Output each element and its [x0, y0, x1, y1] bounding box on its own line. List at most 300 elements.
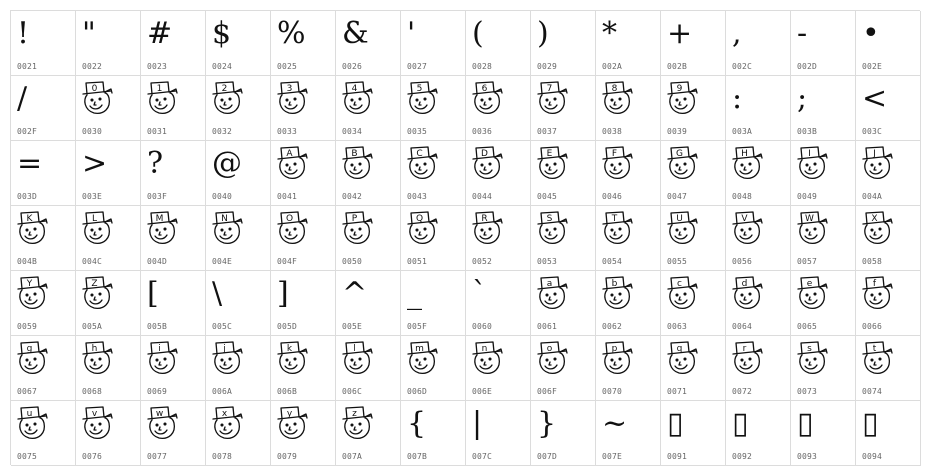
glyph-cell[interactable]	[726, 206, 791, 271]
glyph-cell[interactable]	[856, 141, 921, 206]
glyph-code-label: 004D	[147, 257, 168, 266]
glyph-code-label: 0052	[472, 257, 493, 266]
hat-face-glyph	[666, 340, 700, 376]
glyph-code-label: 0068	[82, 387, 103, 396]
glyph-code-label: 0031	[147, 127, 168, 136]
svg-text:g: g	[26, 344, 33, 354]
glyph-cell[interactable]	[271, 11, 336, 76]
glyph-char: ?	[147, 146, 164, 181]
glyph-char: [	[147, 276, 159, 311]
glyph-code-label: 006D	[407, 387, 428, 396]
hat-face-glyph	[341, 405, 375, 441]
glyph-code-label: 0054	[602, 257, 623, 266]
glyph-code-label: 0048	[732, 192, 753, 201]
glyph-code-label: 0046	[602, 192, 623, 201]
svg-text:G: G	[676, 149, 683, 159]
glyph-code-label: 0038	[602, 127, 623, 136]
hat-face-glyph	[276, 340, 310, 376]
svg-text:X: X	[871, 214, 878, 224]
svg-text:V: V	[741, 214, 748, 224]
glyph-code-label: 004B	[17, 257, 38, 266]
glyph-code-label: 0055	[667, 257, 688, 266]
glyph-cell[interactable]	[76, 76, 141, 141]
glyph-code-label: 0069	[147, 387, 168, 396]
glyph-cell[interactable]	[726, 401, 791, 466]
hat-face-glyph	[146, 80, 180, 116]
glyph-cell[interactable]	[856, 271, 921, 336]
svg-text:k: k	[286, 344, 293, 354]
glyph-code-label: 007B	[407, 452, 428, 461]
glyph-char: )	[537, 16, 549, 51]
glyph-cell[interactable]	[856, 336, 921, 401]
glyph-char: ~	[602, 406, 628, 441]
svg-text:m: m	[415, 344, 424, 354]
glyph-cell[interactable]	[141, 76, 206, 141]
glyph-cell[interactable]	[661, 336, 726, 401]
glyph-cell[interactable]	[466, 206, 531, 271]
hat-face-glyph	[16, 340, 50, 376]
glyph-code-label: 0030	[82, 127, 103, 136]
glyph-cell[interactable]	[856, 11, 921, 76]
glyph-code-label: 0037	[537, 127, 558, 136]
glyph-code-label: 003B	[797, 127, 818, 136]
glyph-char: •	[862, 16, 880, 51]
glyph-cell[interactable]	[661, 206, 726, 271]
glyph-code-label: 006E	[472, 387, 493, 396]
glyph-char: ▯	[797, 406, 814, 441]
svg-text:Y: Y	[26, 279, 33, 289]
glyph-char: !	[17, 16, 30, 51]
glyph-cell[interactable]	[466, 271, 531, 336]
glyph-code-label: 002F	[17, 127, 38, 136]
glyph-code-label: 0051	[407, 257, 428, 266]
glyph-code-label: 0067	[17, 387, 38, 396]
svg-text:F: F	[611, 149, 618, 159]
glyph-cell[interactable]	[661, 141, 726, 206]
glyph-code-label: 0034	[342, 127, 363, 136]
glyph-cell[interactable]	[336, 11, 401, 76]
glyph-char: <	[862, 81, 888, 116]
svg-text:p: p	[611, 344, 618, 354]
glyph-cell[interactable]	[206, 401, 271, 466]
hat-face-glyph	[211, 210, 245, 246]
glyph-cell[interactable]	[531, 336, 596, 401]
glyph-cell[interactable]	[76, 11, 141, 76]
glyph-code-label: 0043	[407, 192, 428, 201]
hat-face-glyph	[16, 405, 50, 441]
glyph-code-label: 004E	[212, 257, 233, 266]
glyph-code-label: 0040	[212, 192, 233, 201]
glyph-code-label: 0036	[472, 127, 493, 136]
glyph-cell[interactable]	[336, 76, 401, 141]
glyph-char: &	[342, 16, 369, 51]
glyph-code-label: 002E	[862, 62, 883, 71]
glyph-code-label: 002A	[602, 62, 623, 71]
glyph-cell[interactable]	[336, 206, 401, 271]
hat-face-glyph	[276, 145, 310, 181]
glyph-cell[interactable]	[271, 141, 336, 206]
glyph-char: /	[17, 81, 28, 116]
svg-text:C: C	[416, 149, 423, 159]
svg-text:A: A	[286, 149, 293, 159]
svg-text:v: v	[91, 409, 98, 419]
svg-text:B: B	[351, 149, 358, 159]
glyph-code-label: 0024	[212, 62, 233, 71]
glyph-cell[interactable]	[531, 206, 596, 271]
glyph-cell[interactable]	[791, 141, 856, 206]
svg-text:U: U	[676, 214, 683, 224]
svg-text:c: c	[677, 279, 682, 289]
hat-face-glyph	[81, 210, 115, 246]
glyph-cell[interactable]	[336, 141, 401, 206]
glyph-code-label: 003D	[17, 192, 38, 201]
hat-face-glyph	[146, 210, 180, 246]
glyph-cell[interactable]	[596, 271, 661, 336]
hat-face-glyph	[731, 340, 765, 376]
glyph-code-label: 0042	[342, 192, 363, 201]
glyph-code-label: 0028	[472, 62, 493, 71]
glyph-cell[interactable]	[466, 76, 531, 141]
glyph-code-label: 006C	[342, 387, 363, 396]
glyph-code-label: 003A	[732, 127, 753, 136]
glyph-char: ▯	[667, 406, 684, 441]
hat-face-glyph	[536, 80, 570, 116]
svg-text:9: 9	[676, 84, 683, 94]
hat-face-glyph	[81, 80, 115, 116]
svg-text:j: j	[223, 344, 226, 354]
hat-face-glyph	[536, 275, 570, 311]
glyph-code-label: 0053	[537, 257, 558, 266]
glyph-cell[interactable]	[11, 11, 76, 76]
glyph-char: >	[82, 146, 108, 181]
glyph-code-label: 0033	[277, 127, 298, 136]
glyph-char: #	[147, 16, 173, 51]
glyph-cell[interactable]	[596, 76, 661, 141]
hat-face-glyph	[341, 210, 375, 246]
glyph-cell[interactable]	[401, 76, 466, 141]
svg-text:M: M	[155, 214, 164, 224]
glyph-cell[interactable]	[76, 141, 141, 206]
glyph-char: }	[537, 406, 557, 441]
hat-face-glyph	[471, 340, 505, 376]
svg-text:6: 6	[481, 84, 488, 94]
glyph-code-label: 002B	[667, 62, 688, 71]
glyph-code-label: 0093	[797, 452, 818, 461]
glyph-char: ^	[342, 276, 368, 311]
glyph-char: ,	[732, 16, 742, 51]
glyph-cell[interactable]	[336, 336, 401, 401]
glyph-cell[interactable]	[271, 76, 336, 141]
svg-text:K: K	[26, 214, 33, 224]
glyph-cell[interactable]	[726, 271, 791, 336]
glyph-code-label: 002C	[732, 62, 753, 71]
glyph-code-label: 0023	[147, 62, 168, 71]
glyph-char: {	[407, 406, 427, 441]
glyph-code-label: 0062	[602, 322, 623, 331]
svg-text:a: a	[546, 279, 553, 289]
glyph-char: -	[797, 16, 808, 51]
glyph-code-label: 0072	[732, 387, 753, 396]
glyph-cell[interactable]	[791, 11, 856, 76]
glyph-code-label: 0079	[277, 452, 298, 461]
glyph-char: `	[472, 276, 487, 311]
glyph-char: (	[472, 16, 484, 51]
glyph-code-label: 004A	[862, 192, 883, 201]
svg-text:4: 4	[351, 84, 358, 94]
glyph-cell[interactable]	[76, 206, 141, 271]
hat-face-glyph	[536, 340, 570, 376]
hat-face-glyph	[601, 340, 635, 376]
glyph-char: *	[602, 16, 617, 51]
glyph-code-label: 0070	[602, 387, 623, 396]
glyph-cell[interactable]	[726, 11, 791, 76]
glyph-code-label: 0039	[667, 127, 688, 136]
svg-text:b: b	[611, 279, 618, 289]
svg-text:e: e	[806, 279, 813, 289]
glyph-cell[interactable]	[401, 141, 466, 206]
hat-face-glyph	[796, 340, 830, 376]
glyph-code-label: 0076	[82, 452, 103, 461]
glyph-cell[interactable]	[141, 401, 206, 466]
svg-text:L: L	[91, 214, 98, 224]
glyph-code-label: 0078	[212, 452, 233, 461]
glyph-cell[interactable]	[791, 271, 856, 336]
glyph-code-label: 0063	[667, 322, 688, 331]
glyph-cell[interactable]	[11, 336, 76, 401]
glyph-code-label: 0091	[667, 452, 688, 461]
glyph-cell[interactable]	[466, 336, 531, 401]
glyph-cell[interactable]	[206, 206, 271, 271]
hat-face-glyph	[861, 275, 895, 311]
glyph-char: $	[212, 16, 232, 51]
hat-face-glyph	[601, 80, 635, 116]
svg-text:n: n	[481, 344, 488, 354]
glyph-code-label: 0029	[537, 62, 558, 71]
glyph-code-label: 005F	[407, 322, 428, 331]
glyph-cell[interactable]	[596, 336, 661, 401]
glyph-cell[interactable]	[271, 336, 336, 401]
glyph-cell[interactable]	[726, 141, 791, 206]
svg-text:x: x	[221, 409, 228, 419]
glyph-cell[interactable]	[206, 11, 271, 76]
glyph-cell[interactable]	[76, 271, 141, 336]
glyph-cell[interactable]	[141, 141, 206, 206]
glyph-cell[interactable]	[401, 206, 466, 271]
glyph-code-label: 0066	[862, 322, 883, 331]
glyph-code-label: 002D	[797, 62, 818, 71]
hat-face-glyph	[861, 145, 895, 181]
glyph-cell[interactable]	[206, 76, 271, 141]
glyph-cell[interactable]	[856, 206, 921, 271]
glyph-cell[interactable]	[141, 271, 206, 336]
glyph-code-label: 004C	[82, 257, 103, 266]
hat-face-glyph	[536, 210, 570, 246]
glyph-cell[interactable]	[11, 141, 76, 206]
glyph-code-label: 007A	[342, 452, 363, 461]
svg-text:7: 7	[546, 84, 553, 94]
glyph-code-label: 006F	[537, 387, 558, 396]
glyph-cell[interactable]	[466, 11, 531, 76]
svg-text:I: I	[808, 149, 811, 159]
svg-text:l: l	[353, 344, 356, 354]
glyph-cell[interactable]	[11, 271, 76, 336]
glyph-code-label: 0021	[17, 62, 38, 71]
glyph-code-label: 005A	[82, 322, 103, 331]
glyph-char: :	[732, 81, 743, 116]
glyph-cell[interactable]	[661, 76, 726, 141]
glyph-code-label: 0035	[407, 127, 428, 136]
glyph-code-label: 0058	[862, 257, 883, 266]
glyph-cell[interactable]	[531, 141, 596, 206]
glyph-code-label: 003F	[147, 192, 168, 201]
svg-text:Z: Z	[91, 279, 98, 289]
glyph-cell[interactable]	[856, 401, 921, 466]
glyph-cell[interactable]	[596, 401, 661, 466]
glyph-cell[interactable]	[791, 76, 856, 141]
glyph-char: ]	[277, 276, 289, 311]
glyph-code-label: 0044	[472, 192, 493, 201]
glyph-cell[interactable]	[466, 141, 531, 206]
glyph-cell[interactable]	[401, 11, 466, 76]
glyph-cell[interactable]	[726, 76, 791, 141]
hat-face-glyph	[861, 340, 895, 376]
glyph-code-label: 005D	[277, 322, 298, 331]
glyph-cell[interactable]	[206, 271, 271, 336]
svg-text:2: 2	[221, 84, 228, 94]
glyph-cell[interactable]	[11, 76, 76, 141]
glyph-cell[interactable]	[206, 336, 271, 401]
glyph-code-label: 0057	[797, 257, 818, 266]
hat-face-glyph	[666, 145, 700, 181]
hat-face-glyph	[341, 340, 375, 376]
glyph-code-label: 0049	[797, 192, 818, 201]
glyph-code-label: 005B	[147, 322, 168, 331]
hat-face-glyph	[211, 405, 245, 441]
svg-text:D: D	[481, 149, 488, 159]
hat-face-glyph	[16, 275, 50, 311]
hat-face-glyph	[471, 80, 505, 116]
glyph-code-label: 007C	[472, 452, 493, 461]
glyph-cell[interactable]	[531, 271, 596, 336]
glyph-char: "	[82, 16, 96, 51]
glyph-cell[interactable]	[596, 141, 661, 206]
svg-text:P: P	[351, 214, 358, 224]
glyph-code-label: 0026	[342, 62, 363, 71]
svg-text:N: N	[221, 214, 228, 224]
glyph-code-label: 0041	[277, 192, 298, 201]
glyph-cell[interactable]	[401, 271, 466, 336]
glyph-cell[interactable]	[661, 401, 726, 466]
glyph-cell[interactable]	[596, 11, 661, 76]
svg-text:d: d	[741, 279, 748, 289]
glyph-cell[interactable]	[271, 401, 336, 466]
glyph-cell[interactable]	[856, 76, 921, 141]
glyph-code-label: 0047	[667, 192, 688, 201]
glyph-code-label: 0074	[862, 387, 883, 396]
glyph-code-label: 0071	[667, 387, 688, 396]
glyph-code-label: 006B	[277, 387, 298, 396]
glyph-cell[interactable]	[11, 401, 76, 466]
glyph-cell[interactable]	[531, 401, 596, 466]
svg-text:H: H	[741, 149, 748, 159]
glyph-code-label: 0032	[212, 127, 233, 136]
svg-text:f: f	[872, 279, 877, 289]
glyph-cell[interactable]	[466, 401, 531, 466]
glyph-cell[interactable]	[791, 336, 856, 401]
glyph-cell[interactable]	[531, 11, 596, 76]
glyph-cell[interactable]	[791, 401, 856, 466]
glyph-cell[interactable]	[336, 401, 401, 466]
svg-text:E: E	[546, 149, 553, 159]
glyph-cell[interactable]	[596, 206, 661, 271]
svg-text:3: 3	[286, 84, 293, 94]
hat-face-glyph	[731, 275, 765, 311]
svg-text:O: O	[285, 214, 294, 224]
glyph-cell[interactable]	[401, 401, 466, 466]
hat-face-glyph	[211, 80, 245, 116]
glyph-code-label: 0061	[537, 322, 558, 331]
glyph-code-label: 0025	[277, 62, 298, 71]
glyph-code-label: 0075	[17, 452, 38, 461]
svg-text:q: q	[676, 344, 683, 354]
svg-text:0: 0	[91, 84, 98, 94]
glyph-cell[interactable]	[726, 336, 791, 401]
glyph-code-label: 003E	[82, 192, 103, 201]
glyph-cell[interactable]	[531, 76, 596, 141]
glyph-cell[interactable]	[141, 11, 206, 76]
glyph-cell[interactable]	[791, 206, 856, 271]
glyph-cell[interactable]	[76, 401, 141, 466]
hat-face-glyph	[666, 210, 700, 246]
hat-face-glyph	[861, 210, 895, 246]
glyph-cell[interactable]	[206, 141, 271, 206]
glyph-cell[interactable]	[141, 336, 206, 401]
svg-text:s: s	[807, 344, 812, 354]
glyph-code-label: 004F	[277, 257, 298, 266]
glyph-code-label: 0022	[82, 62, 103, 71]
hat-face-glyph	[471, 145, 505, 181]
glyph-code-label: 0064	[732, 322, 753, 331]
svg-text:z: z	[352, 409, 357, 419]
glyph-cell[interactable]	[401, 336, 466, 401]
hat-face-glyph	[601, 210, 635, 246]
hat-face-glyph	[341, 145, 375, 181]
glyph-char: %	[277, 16, 306, 51]
glyph-code-label: 0045	[537, 192, 558, 201]
glyph-code-label: 0073	[797, 387, 818, 396]
glyph-cell[interactable]	[11, 206, 76, 271]
svg-text:1: 1	[156, 84, 163, 94]
svg-text:R: R	[481, 214, 488, 224]
glyph-code-label: 0092	[732, 452, 753, 461]
glyph-cell[interactable]	[661, 271, 726, 336]
hat-face-glyph	[601, 145, 635, 181]
glyph-cell[interactable]	[141, 206, 206, 271]
glyph-char: ;	[797, 81, 808, 116]
glyph-cell[interactable]	[271, 271, 336, 336]
glyph-code-label: 003C	[862, 127, 883, 136]
svg-text:Q: Q	[415, 214, 424, 224]
glyph-cell[interactable]	[271, 206, 336, 271]
glyph-char: _	[407, 276, 422, 311]
glyph-cell[interactable]	[661, 11, 726, 76]
glyph-cell[interactable]	[76, 336, 141, 401]
hat-face-glyph	[16, 210, 50, 246]
glyph-char: '	[407, 16, 416, 51]
svg-text:S: S	[546, 214, 553, 224]
svg-text:W: W	[805, 214, 814, 224]
glyph-cell[interactable]	[336, 271, 401, 336]
